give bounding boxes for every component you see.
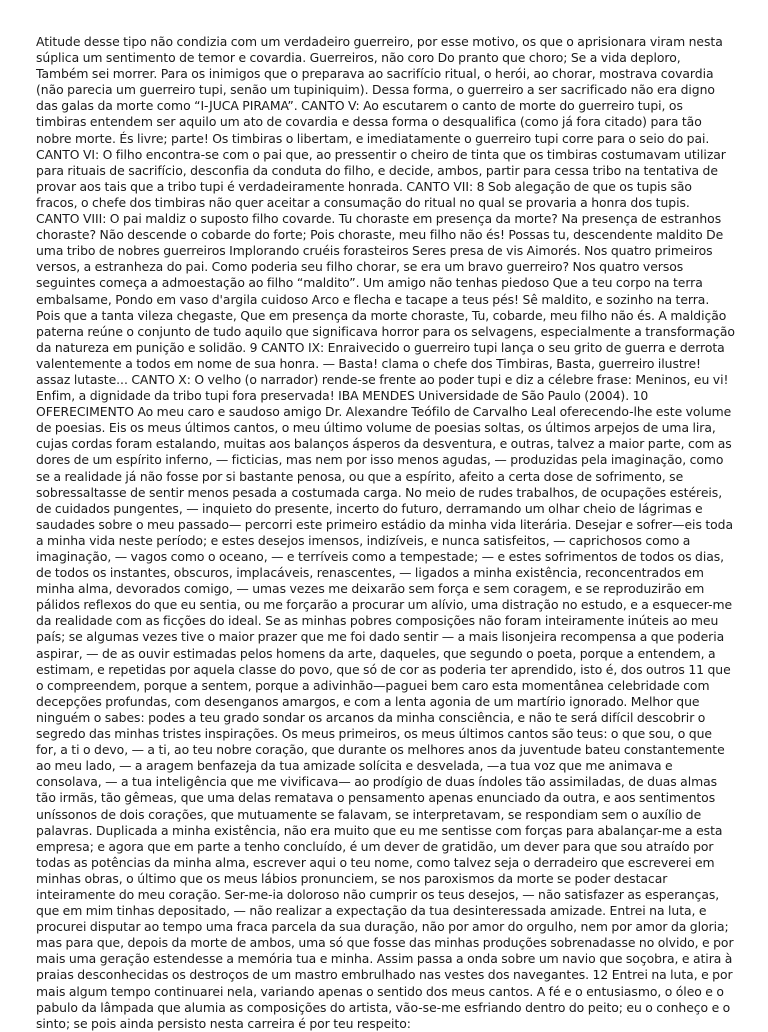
body-paragraph: Atitude desse tipo não condizia com um verdadeiro guerreiro, por esse motivo, os que o aprisionara viram nesta súplica um sentimento de temor e covardia. Guerreiros, não coro Do pranto que choro; Se a vida deploro, Também sei morrer. Para os inimigos que o preparava ao sacrifício ritual, o herói, ao chorar, mostrava covardia (não parecia um guerreiro tupi, senão um tupiniquim). Dessa forma, o guerreiro a ser sacrificado não era digno das galas da morte como “I-JUCA PIRAMA”. CANTO V: Ao escutarem o canto de morte do guerreiro tupi, os timbiras entendem ser aquilo um ato de covardia e dessa forma o desqualifica (como já fora citado) para tão nobre morte. És livre; parte! Os timbiras o libertam, e imediatamente o guerreiro tupi corre para o seio do pai. CANTO VI: O filho encontra-se com o pai que, ao pressentir o cheiro de tinta que os timbiras costumavam utilizar para rituais de sacrifício, desconfia da conduta do filho, e decide, ambos, partir para cessa tribo na tentativa de provar aos tais que a tribo tupi é verdadeiramente honrada. CANTO VII: 8 Sob alegação de que os tupis são fracos, o chefe dos timbiras não quer aceitar a consumação do ritual no qual se provaria a honra dos tupis. CANTO VIII: O pai maldiz o suposto filho covarde. Tu choraste em presença da morte? Na presença de estranhos choraste? Não descende o cobarde do forte; Pois choraste, meu filho não és! Possas tu, descendente maldito De uma tribo de nobres guerreiros Implorando cruéis forasteiros Seres presa de vis Aimorés. Nos quatro primeiros versos, a estranheza do pai. Como poderia seu filho chorar, se era um bravo guerreiro? Nos quatro versos seguintes começa a admoestação ao filho “maldito”. Um amigo não tenhas piedoso Que a teu corpo na terra embalsame, Pondo em vaso d'argila cuidoso Arco e flecha e tacape a teus pés! Sê maldito, e sozinho na terra. Pois que a tanta vileza chegaste, Que em presença da morte choraste, Tu, cobarde, meu filho não és. A maldição paterna reúne o conjunto de tudo aquilo que significava horror para os selvagens, especialmente a transformação da natureza em punição e solidão. 9 CANTO IX: Enraivecido o guerreiro tupi lança o seu grito de guerra e derrota valentemente a todos em nome de sua honra. — Basta! clama o chefe dos Timbiras, Basta, guerreiro ilustre! assaz lutaste... CANTO X: O velho (o narrador) rende-se frente ao poder tupi e diz a célebre frase: Meninos, eu vi! Enfim, a dignidade da tribo tupi fora preservada! IBA MENDES Universidade de São Paulo (2004). 10 OFERECIMENTO Ao meu caro e saudoso amigo Dr. Alexandre Teófilo de Carvalho Leal oferecendo-lhe este volume de poesias. Eis os meus últimos cantos, o meu último volume de poesias soltas, os últimos arpejos de uma lira, cujas cordas foram estalando, muitas aos balanços ásperos da desventura, e outras, talvez a maior parte, com as dores de um espírito inferno, — ficticias, mas nem por isso menos agudas, — produzidas pela imaginação, como se a realidade já não fosse por si bastante penosa, ou que a espírito, afeito a certa dose de sofrimento, se sobressaltasse de sentir menos pesada a costumada carga. No meio de rudes trabalhos, de ocupações estéreis, de cuidados pungentes, — inquieto do presente, incerto do futuro, derramando um olhar cheio de lágrimas e saudades sobre o meu passado— percorri este primeiro estádio da minha vida literária. Desejar e sofrer—eis toda a minha vida neste período; e estes desejos imensos, indizíveis, e nunca satisfeitos, — caprichosos como a imaginação, — vagos como o oceano, — e terríveis como a tempestade; — e estes sofrimentos de todos os dias, de todos os instantes, obscuros, implacáveis, renascentes, — ligados a minha existência, reconcentrados em minha alma, devorados comigo, — umas vezes me deixarão sem força e sem coragem, e se reproduzirão em pálidos reflexos do que eu sentia, ou me forçarão a procurar um alívio, uma distração no estudo, e a esquecer-me da realidade com as ficções do ideal. Se as minhas pobres composições não foram inteiramente inúteis ao meu país; se algumas vezes tive o maior prazer que me foi dado sentir — a mais lisonjeira recompensa a que poderia aspirar, — de as ouvir estimadas pelos homens da arte, daqueles, que segundo o poeta, porque a entendem, a estimam, e repetidas por aquela classe do povo, que só de cor as poderia ter aprendido, isto é, dos outros 11 que o compreendem, porque a sentem, porque a adivinhão—paguei bem caro esta momentânea celebridade com decepções profundas, com desenganos amargos, e com a lenta agonia de um martírio ignorado. Melhor que ninguém o sabes: podes a teu grado sondar os arcanos da minha consciência, e não te será difícil descobrir o segredo das minhas tristes inspirações. Os meus primeiros, os meus últimos cantos são teus: o que sou, o que for, a ti o devo, — a ti, ao teu nobre coração, que durante os melhores anos da juventude bateu constantemente ao meu lado, — a aragem benfazeja da tua amizade solícita e desvelada, —a tua voz que me animava e consolava, — a tua inteligência que me vivificava— ao prodígio de duas índoles tão assimiladas, de duas almas tão irmãs, tão gêmeas, que uma delas rematava o pensamento apenas enunciado da outra, e aos sentimentos uníssonos de dois corações, que mutuamente se falavam, se interpretavam, se respondiam sem o auxílio de palavras. Duplicada a minha existência, não era muito que eu me sentisse com forças para abalançar-me a esta empresa; e agora que em parte a tenho concluído, é um dever de gratidão, um dever para que sou atraído por todas as potências da minha alma, escrever aqui o teu nome, como talvez seja o derradeiro que escreverei em minhas obras, o último que os meus lábios pronunciem, se nos paroxismos da morte se poder destacar inteiramente do meu coração. Ser-me-ia doloroso não cumprir os teus desejos, — não satisfazer as esperanças, que em mim tinhas depositado, — não realizar a expectação da tua desinteressada amizade. Entrei na luta, e procurei disputar ao tempo uma fraca parcela da sua duração, não por amor do orgulho, nem por amor da gloria; mas para que, depois da morte de ambos, uma só que fosse das minhas produções sobrenadasse no olvido, e por mais uma geração estendesse a memória tua e minha. Assim passa a onda sobre um navio que soçobra, e atira à praias desconhecidas os destroços de um mastro embrulhado nas vestes dos navegantes. 12 Entrei na luta, e por mais algum tempo continuarei nela, variando apenas o sentido dos meus cantos. A fé e o entusiasmo, o óleo e o pabulo da lâmpada que alumia as composições do artista, vão-se-me esfriando dentro do peito; eu o conheço e o sinto; se pois ainda persisto nesta carreira é por teu respeito: [36,34,735,1031]
document-page [36,34,736,1032]
